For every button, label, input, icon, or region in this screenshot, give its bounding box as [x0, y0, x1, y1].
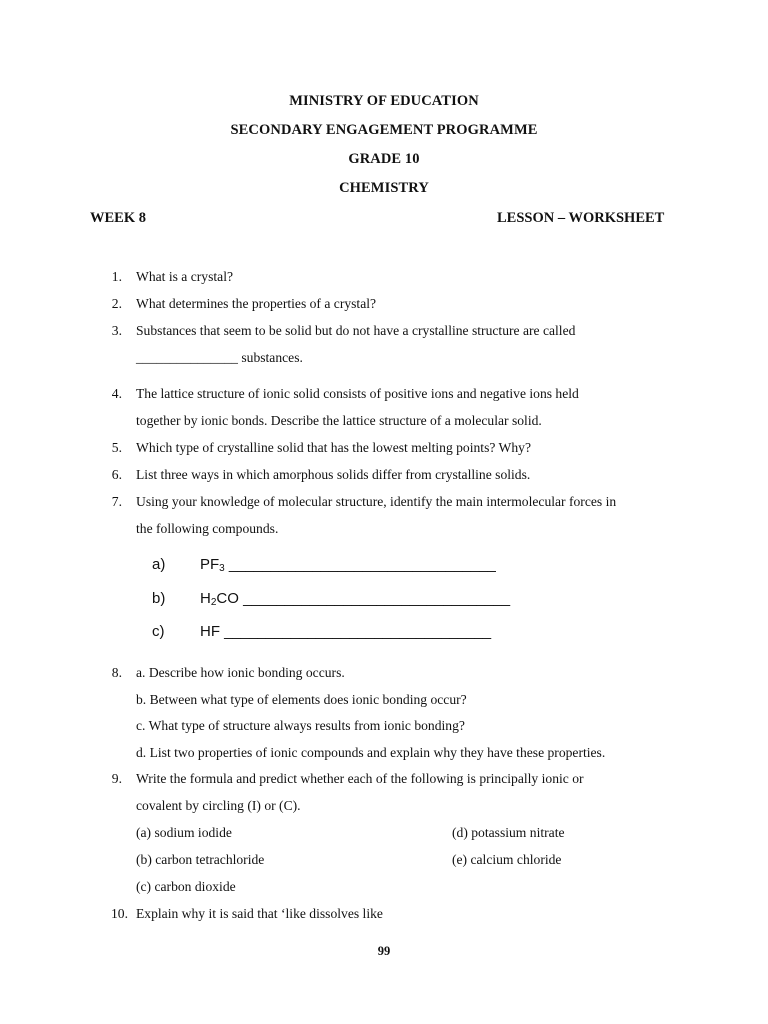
item-b: (b) carbon tetrachloride	[136, 852, 265, 867]
question-text-line-2: _______________ substances.	[136, 350, 303, 365]
grade-title: GRADE 10	[348, 151, 420, 167]
question-text: Explain why it is said that ‘like dissolves like	[136, 906, 383, 921]
formula-subscript: 3	[219, 563, 225, 574]
answer-blank[interactable]: ________________________________	[224, 623, 492, 640]
compound-h2co	[200, 590, 510, 607]
sub-question-a: a. Describe how ionic bonding occurs.	[136, 665, 345, 680]
formula-main: H	[200, 590, 211, 607]
question-text-line-1: Substances that seem to be solid but do not have a crystalline structure are called	[136, 323, 576, 338]
question-text-line-2: covalent by circling (I) or (C).	[136, 798, 301, 813]
question-text-line-2: together by ionic bonds. Describe the lattice structure of a molecular solid.	[136, 413, 542, 428]
item-e: (e) calcium chloride	[452, 852, 562, 867]
lesson-label: LESSON – WORKSHEET	[497, 210, 665, 226]
formula-subscript: 2	[210, 597, 217, 608]
part-label: a)	[152, 556, 166, 573]
ministry-title: MINISTRY OF EDUCATION	[289, 93, 479, 109]
compound-pf3	[200, 556, 496, 573]
answer-blank[interactable]: ________________________________	[243, 590, 511, 607]
question-text-line-1: The lattice structure of ionic solid consists of positive ions and negative ions held	[136, 386, 579, 401]
item-a: (a) sodium iodide	[136, 825, 232, 840]
question-text: What is a crystal?	[136, 269, 234, 284]
question-text: List three ways in which amorphous solids differ from crystalline solids.	[136, 467, 531, 482]
week-label: WEEK 8	[90, 210, 146, 226]
sub-question-c: c. What type of structure always results from ionic bonding?	[136, 718, 465, 733]
answer-blank[interactable]: ________________________________	[228, 556, 496, 573]
sub-question-b: b. Between what type of elements does ionic bonding occur?	[136, 692, 467, 707]
question-number: 10.	[111, 906, 128, 921]
question-text-line-1: Using your knowledge of molecular structure, identify the main intermolecular forces in	[136, 494, 617, 509]
formula-main: HF	[200, 623, 220, 640]
item-c: (c) carbon dioxide	[136, 879, 236, 894]
part-label: c)	[152, 623, 165, 640]
formula-main: PF	[200, 556, 220, 573]
question-text: What determines the properties of a crystal?	[136, 296, 377, 311]
question-number: 8.	[111, 665, 122, 680]
programme-title: SECONDARY ENGAGEMENT PROGRAMME	[230, 122, 538, 138]
question-text: Which type of crystalline solid that has the lowest melting points? Why?	[136, 440, 532, 455]
question-number: 6.	[111, 467, 122, 482]
formula-rest: CO	[216, 590, 239, 607]
question-text-line-1: Write the formula and predict whether each of the following is principally ionic or	[136, 771, 584, 786]
question-number: 3.	[111, 323, 122, 338]
item-d: (d) potassium nitrate	[452, 825, 565, 840]
page-number: 99	[377, 944, 391, 958]
question-number: 9.	[111, 771, 122, 786]
question-number: 5.	[111, 440, 122, 455]
question-number: 7.	[111, 494, 122, 509]
sub-question-d: d. List two properties of ionic compounds and explain why they have these properties.	[136, 745, 606, 760]
question-text-line-2: the following compounds.	[136, 521, 279, 536]
compound-hf	[200, 623, 491, 640]
question-number: 1.	[111, 269, 122, 284]
part-label: b)	[152, 590, 166, 607]
question-number: 2.	[111, 296, 122, 311]
subject-title: CHEMISTRY	[339, 180, 429, 196]
question-number: 4.	[111, 386, 122, 401]
